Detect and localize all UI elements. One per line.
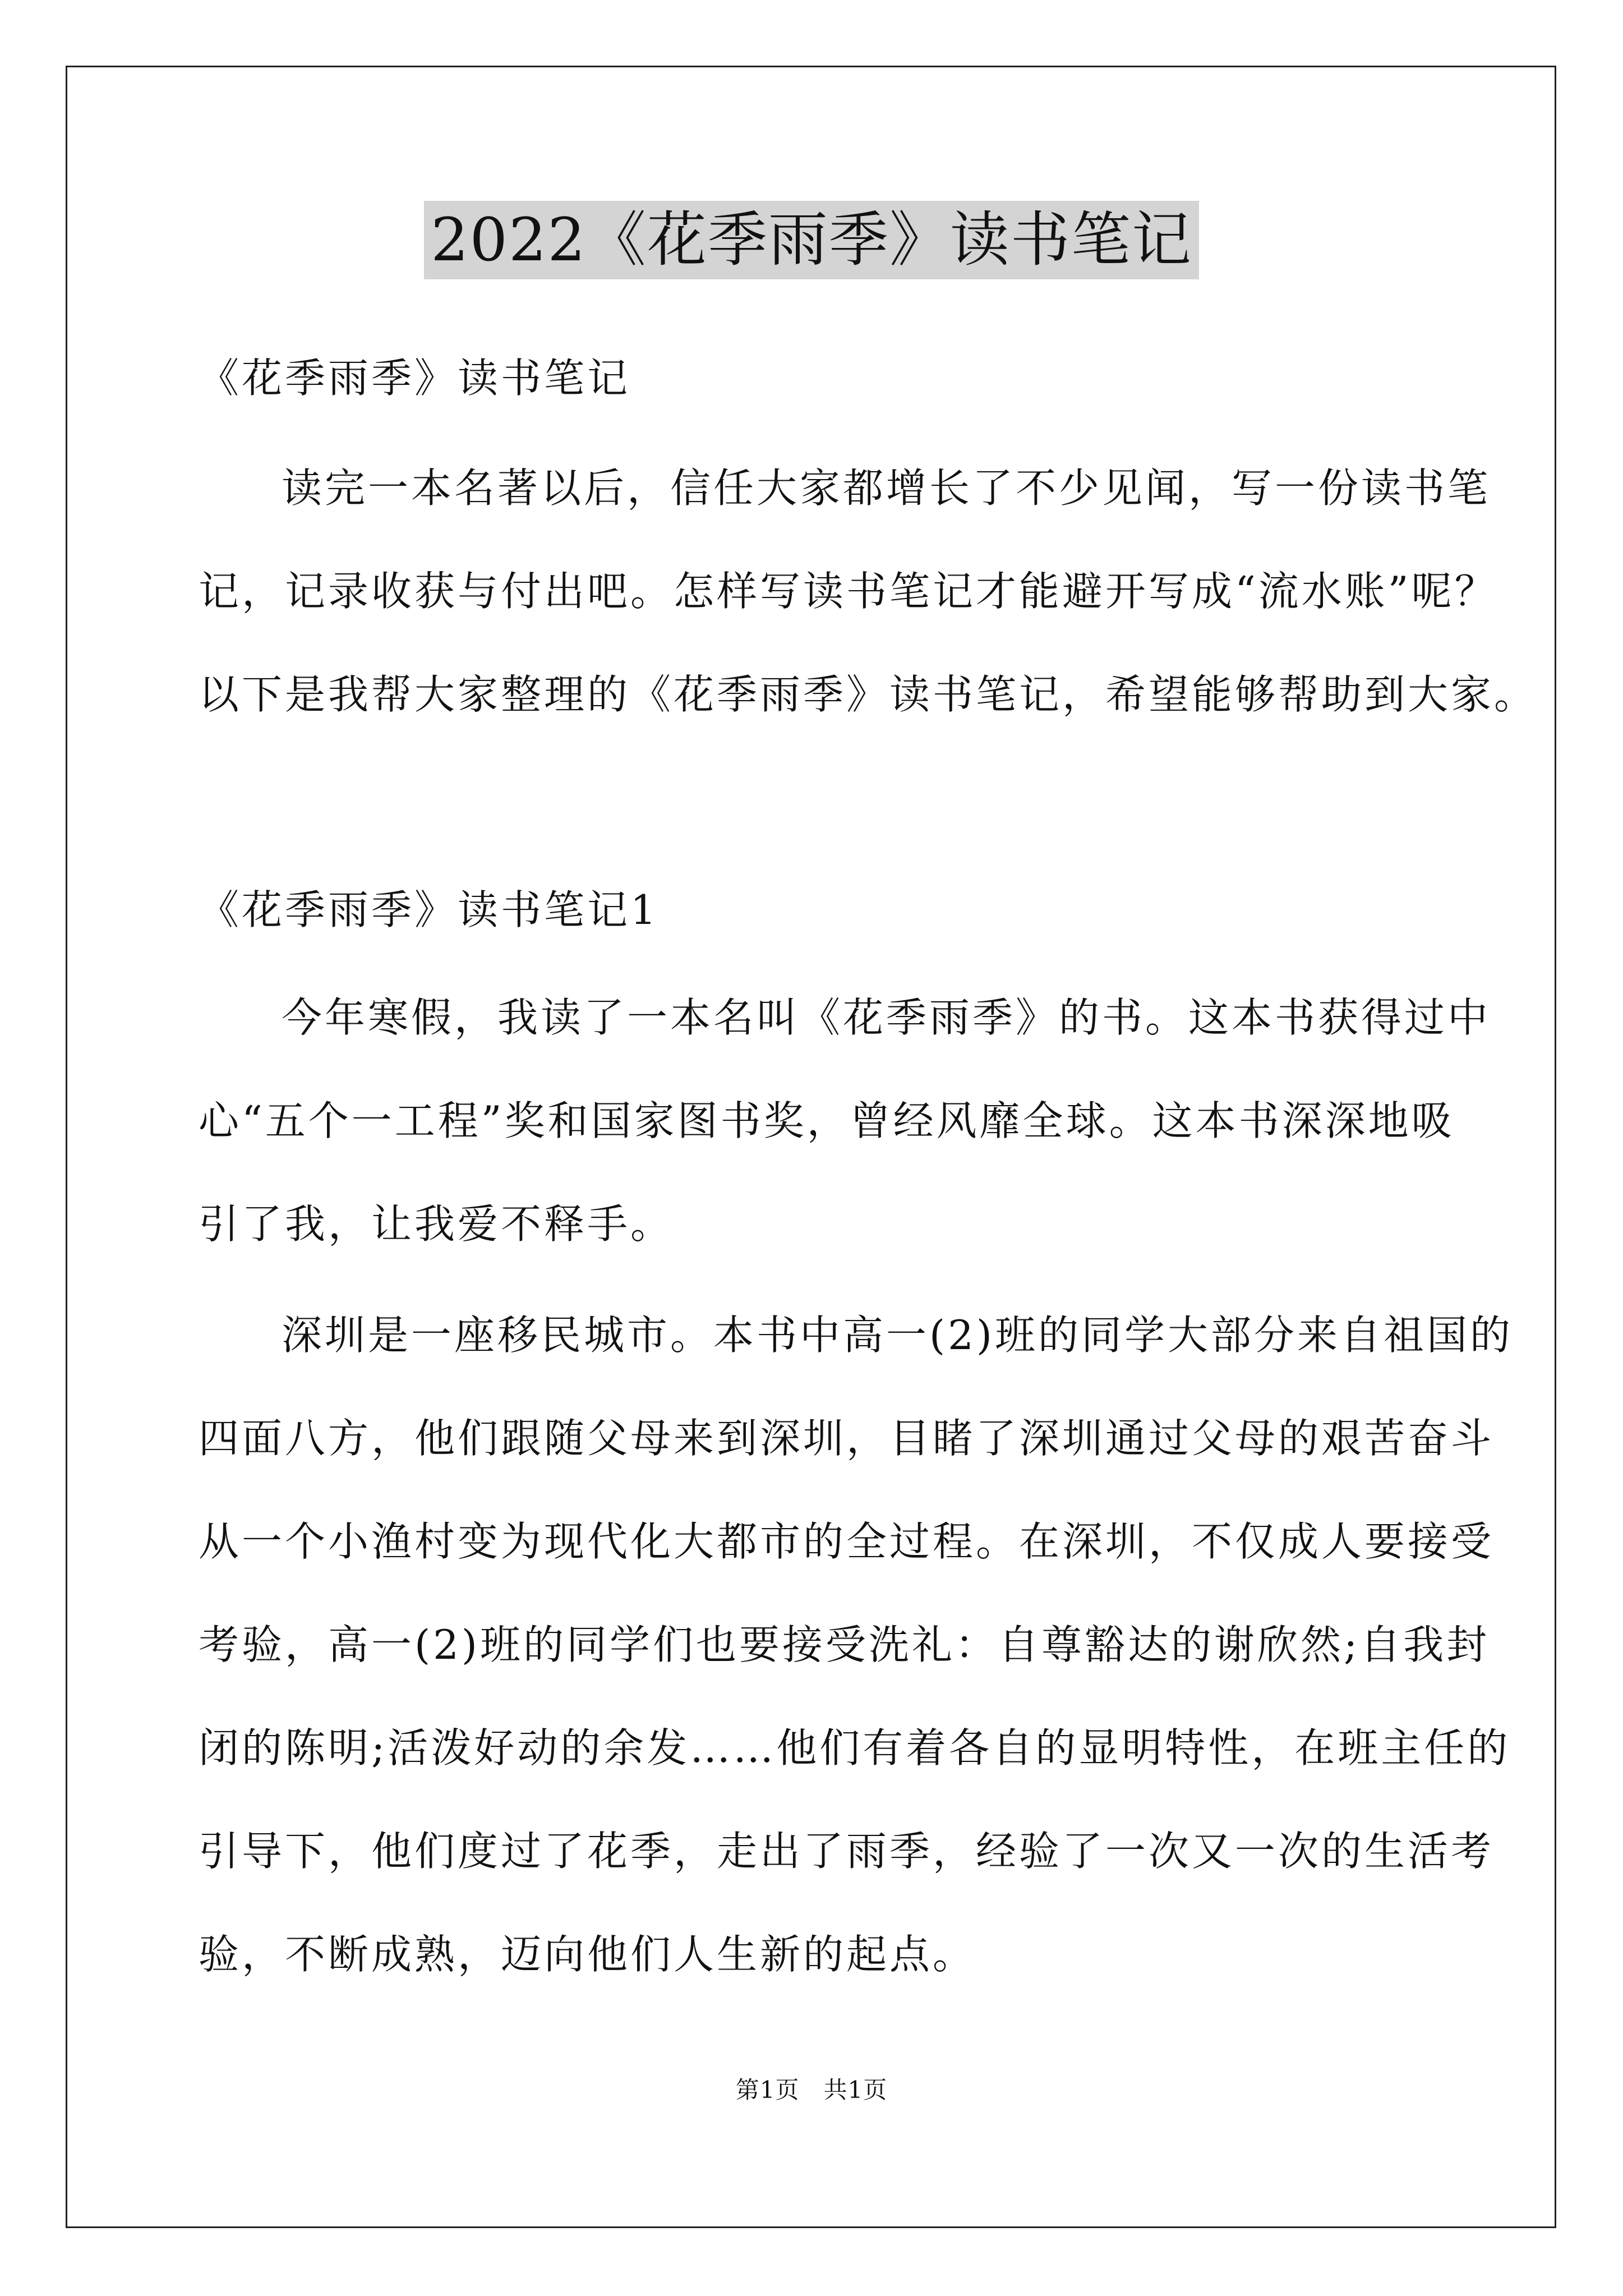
para2-line-6: 引导下，他们度过了花季，走出了雨季，经验了一次又一次的生活考 bbox=[199, 1828, 1495, 1875]
section-heading: 《花季雨季》读书笔记1 bbox=[199, 886, 659, 933]
para2-line-2: 四面八方，他们跟随父母来到深圳，目睹了深圳通过父母的艰苦奋斗 bbox=[199, 1415, 1495, 1462]
intro-line-2: 记，记录收获与付出吧。怎样写读书笔记才能避开写成“流水账”呢？ bbox=[199, 568, 1498, 615]
para2-line-5: 闭的陈明;活泼好动的余发……他们有着各自的显明特性，在班主任的 bbox=[199, 1724, 1511, 1772]
document-title bbox=[0, 201, 1623, 279]
intro-line-1: 读完一本名著以后，信任大家都增长了不少见闻，写一份读书笔 bbox=[282, 464, 1491, 512]
para1-line-1: 今年寒假，我读了一本名叫《花季雨季》的书。这本书获得过中 bbox=[282, 994, 1491, 1041]
page-indicator: 第1页 共1页 bbox=[735, 2076, 888, 2104]
para2-line-1: 深圳是一座移民城市。本书中高一(2)班的同学大部分来自祖国的 bbox=[282, 1312, 1513, 1359]
para2-line-4: 考验，高一(2)班的同学们也要接受洗礼：自尊豁达的谢欣然;自我封 bbox=[199, 1621, 1490, 1668]
para1-line-2: 心“五个一工程”奖和国家图书奖，曾经风靡全球。这本书深深地吸 bbox=[199, 1097, 1455, 1144]
para1-line-3: 引了我，让我爱不释手。 bbox=[199, 1200, 674, 1248]
document-title-text: 2022《花季雨季》读书笔记 bbox=[424, 201, 1199, 279]
intro-line-3: 以下是我帮大家整理的《花季雨季》读书笔记，希望能够帮助到大家。 bbox=[199, 671, 1538, 718]
intro-heading: 《花季雨季》读书笔记 bbox=[199, 355, 631, 402]
para2-line-3: 从一个小渔村变为现代化大都市的全过程。在深圳，不仅成人要接受 bbox=[199, 1518, 1495, 1565]
para2-line-7: 验，不断成熟，迈向他们人生新的起点。 bbox=[199, 1931, 976, 1978]
